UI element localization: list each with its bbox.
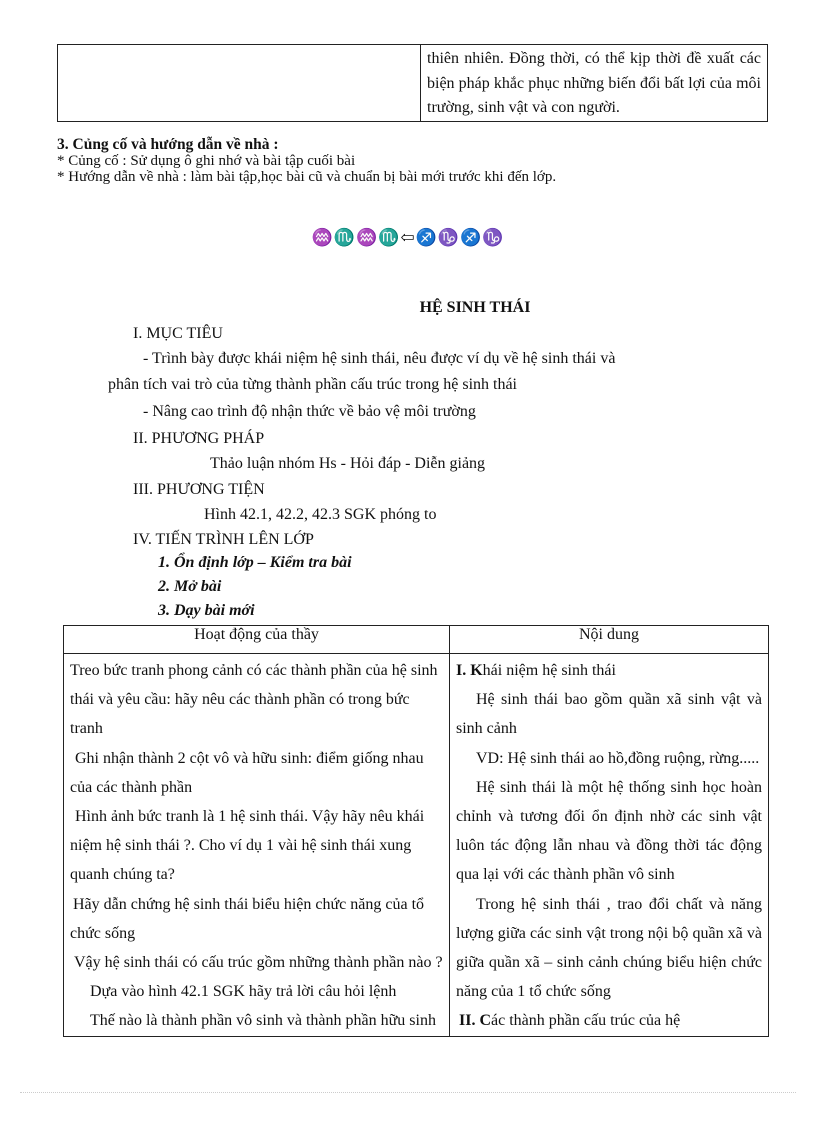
content-heading-1-rest: hái niệm hệ sinh thái [482,662,616,679]
phuong-phap-line-1: Thảo luận nhóm Hs - Hỏi đáp - Diễn giảng [210,455,486,472]
content-heading-2 [456,1006,762,1035]
content-heading-2-bold: II. C [459,1012,492,1030]
tien-trinh-step-1: 1. Ổn định lớp – Kiểm tra bài [158,554,352,571]
content-cell [450,654,769,1037]
heading-phuong-phap: II. PHƯƠNG PHÁP [133,430,265,447]
phuong-tien-line-1: Hình 42.1, 42.2, 42.3 SGK phóng to [204,506,437,523]
muc-tieu-line-1b: phân tích vai trò của từng thành phần cấu trúc trong hệ sinh thái [108,376,517,393]
teacher-para-3: Hình ảnh bức tranh là 1 hệ sinh thái. Vậy hãy nêu khái niệm hệ sinh thái ?. Cho ví dụ 1 vài hệ sinh thái xung quanh chúng ta? [70,808,425,884]
heading-muc-tieu: I. MỤC TIÊU [133,325,223,342]
teacher-para-2: Ghi nhận thành 2 cột vô và hữu sinh: điểm giống nhau của các thành phần [70,749,424,796]
section-3 [57,137,556,185]
top-table-left-cell [58,45,421,122]
section-3-heading: 3. Củng cố và hướng dẫn về nhà : [57,136,279,153]
content-heading-1 [456,656,762,685]
section-3-line-2: * Hướng dẫn về nhà : làm bài tập,học bài cũ và chuẩn bị bài mới trước khi đến lớp. [57,169,557,185]
content-heading-2-rest: ác thành phần cấu trúc của hệ [491,1012,681,1030]
teacher-para-6: Dựa vào hình 42.1 SGK hãy trả lời câu hỏi lệnh [90,983,397,1001]
heading-phuong-tien: III. PHƯƠNG TIỆN [133,481,265,498]
page-bottom-divider [20,1092,796,1093]
content-para-1: Hệ sinh thái bao gồm quần xã sinh vật và sinh cảnh [456,691,762,738]
teacher-para-5: Vậy hệ sinh thái có cấu trúc gồm những thành phần nào ? [74,954,443,972]
page-title: HỆ SINH THÁI [419,299,531,316]
ornament-divider: ♒♏♒♏⇦♐♑♐♑ [311,228,505,247]
main-table [63,625,769,1037]
content-heading-1-bold: I. K [456,662,483,679]
teacher-para-1: Treo bức tranh phong cảnh có các thành phần của hệ sinh thái và yêu cầu: hãy nêu các thành phần có trong bức tranh [70,662,438,738]
muc-tieu-line-1a: - Trình bày được khái niệm hệ sinh thái, nêu được ví dụ về hệ sinh thái và [143,350,616,367]
tien-trinh-step-2: 2. Mở bài [158,578,222,595]
teacher-para-4: Hãy dẫn chứng hệ sinh thái biểu hiện chức năng của tổ chức sống [70,895,425,942]
teacher-para-7: Thế nào là thành phần vô sinh và thành phần hữu sinh [90,1012,436,1030]
section-3-line-1: * Củng cố : Sử dụng ô ghi nhớ và bài tập cuối bài [57,153,356,169]
top-table-right-cell: thiên nhiên. Đồng thời, có thể kịp thời đề xuất các biện pháp khắc phục những biến đổi bất lợi của môi trường, sinh vật và con người. [421,45,768,122]
main-table-header-left: Hoạt động của thầy [64,626,450,654]
content-para-4: Trong hệ sinh thái , trao đổi chất và năng lượng giữa các sinh vật trong nội bộ quần xã và giữa quần xã – sinh cảnh chúng biểu hiện chức năng của 1 tổ chức sống [456,895,762,1001]
muc-tieu-line-2: - Nâng cao trình độ nhận thức về bảo vệ môi trường [143,403,476,420]
top-table [57,44,768,122]
content-para-3: Hệ sinh thái là một hệ thống sinh học hoàn chỉnh và tương đối ổn định nhờ các sinh vật luôn tác động lẫn nhau và đồng thời tác động qua lại với các thành phần vô sinh [456,778,762,884]
teacher-activity-cell [64,654,450,1037]
tien-trinh-step-3: 3. Dạy bài mới [158,602,255,619]
heading-tien-trinh: IV. TIẾN TRÌNH LÊN LỚP [133,531,314,548]
main-table-header-right: Nội dung [450,626,769,654]
content-para-2: VD: Hệ sinh thái ao hồ,đồng ruộng, rừng..... [476,749,760,767]
